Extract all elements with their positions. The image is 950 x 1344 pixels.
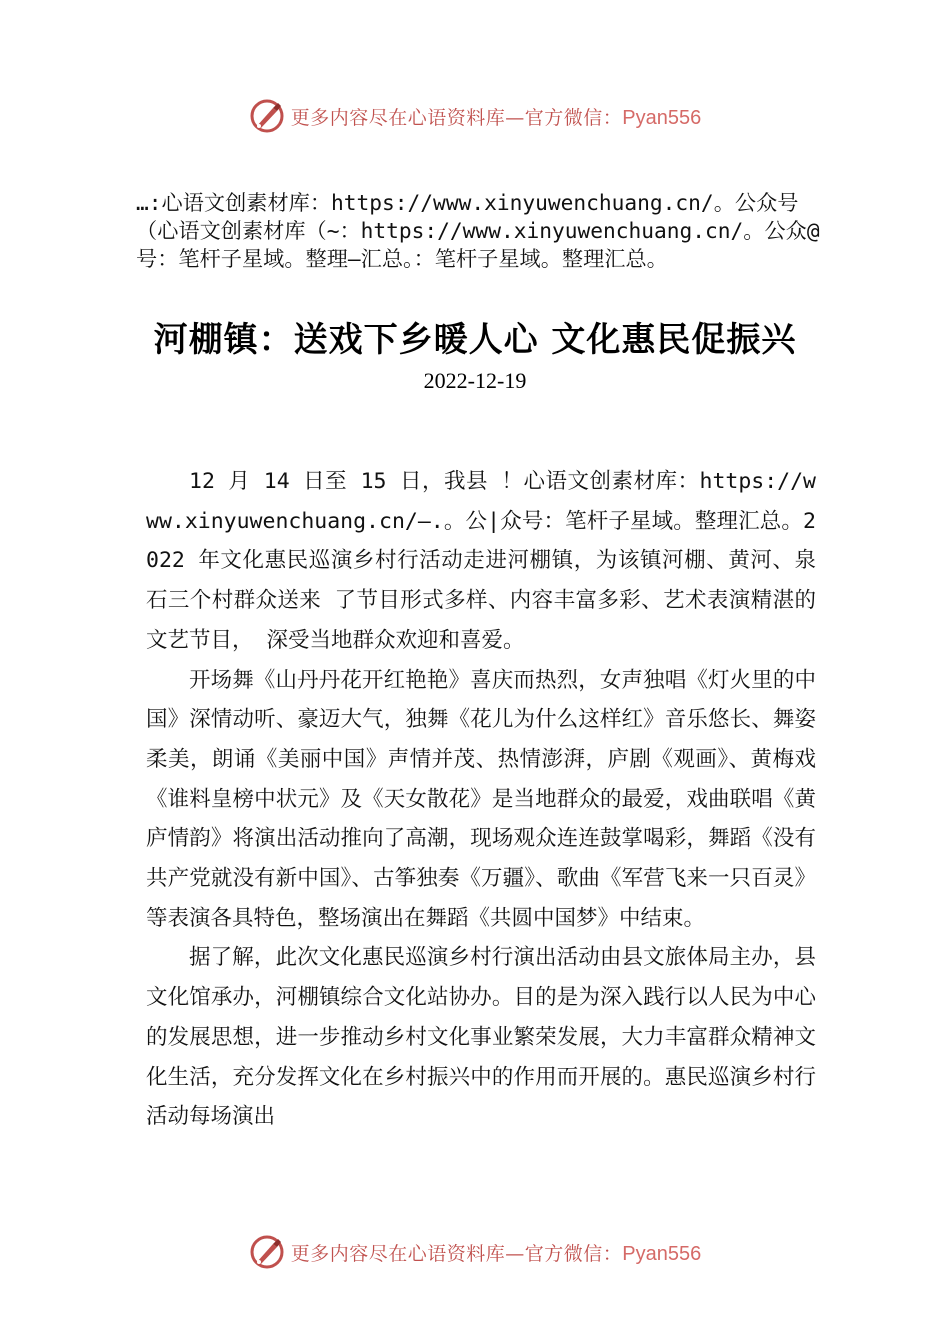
banner-official: 官方微信：: [524, 1242, 623, 1265]
paragraph-2: 开场舞《山丹丹花开红艳艳》喜庆而热烈，女声独唱《灯火里的中国》深情动听、豪迈大气，独舞《花儿为什么这样红》音乐悠长、舞姿柔美，朗诵《美丽中国》声情并茂、热情澎湃，庐剧《观画》、黄梅戏《谁料皇榜中状元》及《天女散花》是当地群众的最爱，戏曲联唱《黄庐情韵》将演出活动推向了高潮，现场观众连连鼓掌喝彩，舞蹈《没有共产党就没有新中国》、古筝独奏《万疆》、歌曲《军营飞来一只百灵》等表演各具特色，整场演出在舞蹈《共圆中国梦》中结束。: [146, 667, 816, 931]
header-banner: [0, 96, 950, 136]
article-body: [146, 462, 816, 1137]
article-title: 河棚镇：送戏下乡暖人心 文化惠民促振兴: [153, 320, 797, 360]
pen-logo-icon: [249, 1234, 285, 1270]
banner-lead: 更多内容尽在心语资料库: [290, 106, 506, 129]
banner-official: 官方微信：: [524, 106, 623, 129]
banner-lead: 更多内容尽在心语资料库: [290, 1242, 506, 1265]
article-date: 2022-12-19: [423, 368, 527, 393]
paragraph-3: 据了解，此次文化惠民巡演乡村行演出活动由县文旅体局主办，县文化馆承办，河棚镇综合文化站协办。目的是为深入践行以人民为中心的发展思想，进一步推动乡村文化事业繁荣发展，大力丰富群众精神文化生活，充分发挥文化在乡村振兴中的作用而开展的。惠民巡演乡村行活动每场演出: [146, 945, 816, 1130]
paragraph-1: 12 月 14 日至 15 日，我县 ！心语文创素材库：https://www.xinyuwenchuang.cn/—.。公|众号：笔杆子星域。整理汇总。2022 年文化惠民巡演乡村行活动走进河棚镇，为该镇河棚、黄河、泉石三个村群众送来 了节目形式多样、内容丰富多彩、艺术表演精湛的文艺节目， 深受当地群众欢迎和喜爱。: [146, 469, 816, 653]
header-note: …:心语文创素材库：https://www.xinyuwenchuang.cn/。公众号（心语文创素材库（~：https://www.xinyuwenchuang.cn/。公众@号：笔杆子星域。整理—汇总。：笔杆子星域。整理汇总。: [136, 190, 820, 271]
banner-text: [291, 103, 702, 130]
banner-wechat-id: Pyan556: [622, 106, 702, 129]
footer-banner: [0, 1232, 950, 1272]
banner-dash: —: [505, 106, 525, 129]
banner-dash: —: [505, 1242, 525, 1265]
banner-text: [291, 1239, 702, 1266]
pen-logo-icon: [249, 98, 285, 134]
banner-wechat-id: Pyan556: [622, 1242, 702, 1265]
